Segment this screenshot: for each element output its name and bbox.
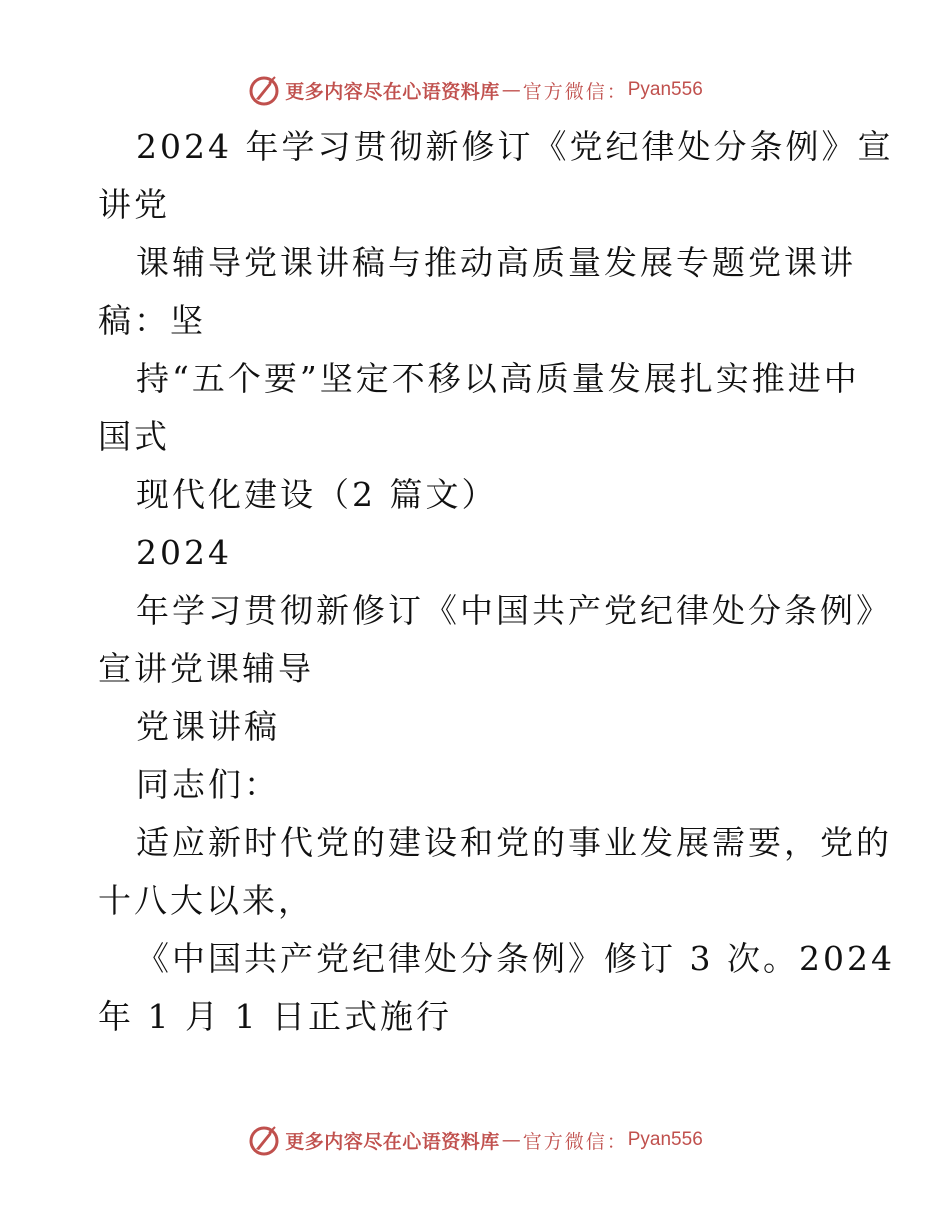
watermark-separator: — — [501, 79, 521, 101]
document-line: 稿：坚 — [98, 301, 206, 340]
watermark-account: Pyan556 — [627, 79, 703, 100]
watermark-separator: — — [501, 1129, 521, 1151]
document-line: 宣讲党课辅导 — [98, 649, 314, 688]
document-line: 讲党 — [98, 185, 170, 224]
quill-pen-icon — [247, 73, 281, 107]
document-line: 国式 — [98, 417, 170, 456]
document-line: 同志们： — [136, 765, 280, 804]
document-line: 课辅导党课讲稿与推动高质量发展专题党课讲 — [136, 243, 856, 282]
watermark-promo-text: 更多内容尽在心语资料库 — [285, 80, 500, 103]
footer-watermark — [0, 1118, 950, 1162]
document-line: 十八大以来， — [98, 881, 314, 920]
watermark-account: Pyan556 — [627, 1129, 703, 1150]
document-line: 年学习贯彻新修订《中国共产党纪律处分条例》 — [136, 591, 892, 630]
header-watermark — [0, 68, 950, 112]
watermark-official-label: 官方微信： — [522, 80, 628, 103]
document-line: 2024 — [136, 533, 232, 572]
quill-pen-icon — [247, 1123, 281, 1157]
document-line: 党课讲稿 — [136, 707, 280, 746]
document-line: 持“五个要”坚定不移以高质量发展扎实推进中 — [136, 359, 860, 398]
watermark-official-label: 官方微信： — [522, 1130, 628, 1153]
document-line: 适应新时代党的建设和党的事业发展需要，党的 — [136, 823, 892, 862]
document-line: 现代化建设（2 篇文） — [136, 475, 498, 514]
document-line: 年 1 月 1 日正式施行 — [98, 997, 452, 1036]
document-line: 2024 年学习贯彻新修订《党纪律处分条例》宣 — [136, 127, 894, 166]
watermark-promo-text: 更多内容尽在心语资料库 — [285, 1130, 500, 1153]
document-line: 《中国共产党纪律处分条例》修订 3 次。2024 — [136, 939, 895, 978]
document-body — [98, 118, 895, 1046]
